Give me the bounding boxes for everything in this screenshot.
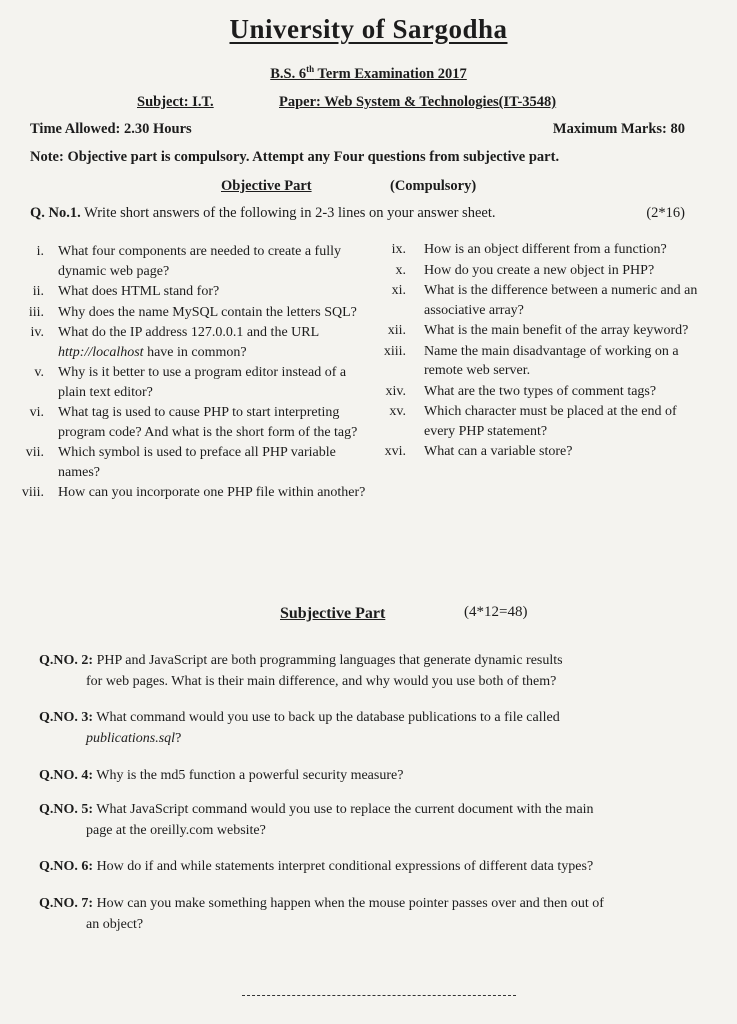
exam-title bbox=[0, 64, 737, 83]
list-item bbox=[372, 261, 702, 281]
item-text: What does HTML stand for? bbox=[58, 284, 220, 299]
objective-compulsory: (Compulsory) bbox=[390, 178, 477, 194]
question-1-label: Q. No.1. bbox=[30, 205, 81, 221]
question-line-1: PHP and JavaScript are both programming languages that generate dynamic results bbox=[93, 653, 563, 668]
question-label: Q.NO. 7: bbox=[39, 896, 94, 911]
objective-left-column bbox=[10, 242, 368, 504]
question-label: Q.NO. 5: bbox=[39, 802, 94, 817]
list-item bbox=[372, 342, 702, 381]
item-number: xi. bbox=[391, 283, 406, 298]
item-number: viii. bbox=[21, 485, 44, 500]
question-6 bbox=[39, 856, 709, 877]
question-line-1: How do if and while statements interpret conditional expressions of different data types? bbox=[93, 859, 594, 874]
university-title: University of Sargodha bbox=[229, 14, 508, 44]
item-text: Why does the name MySQL contain the letters SQL? bbox=[58, 304, 357, 320]
list-item bbox=[372, 321, 702, 341]
list-item bbox=[372, 281, 702, 320]
question-4 bbox=[39, 765, 709, 786]
item-text: What four components are needed to create a fully dynamic web page? bbox=[58, 244, 341, 279]
item-number: i. bbox=[36, 244, 44, 259]
item-number: ix. bbox=[391, 242, 406, 257]
exam-prefix: B.S. 6 bbox=[270, 65, 307, 82]
item-text: What are the two types of comment tags? bbox=[424, 383, 657, 399]
question-3 bbox=[39, 707, 709, 749]
objective-heading: Objective Part bbox=[221, 178, 312, 194]
question-label: Q.NO. 6: bbox=[39, 859, 94, 874]
maximum-marks: Maximum Marks: 80 bbox=[552, 121, 685, 137]
objective-right-column bbox=[372, 240, 702, 463]
item-number: iii. bbox=[28, 304, 44, 320]
time-allowed: Time Allowed: 2.30 Hours bbox=[30, 121, 192, 137]
item-number: xii. bbox=[387, 323, 406, 338]
question-label: Q.NO. 4: bbox=[39, 768, 94, 783]
item-text: What is the main benefit of the array keyword? bbox=[424, 323, 689, 338]
item-number: v. bbox=[34, 365, 44, 380]
item-text: What tag is used to cause PHP to start interpreting program code? And what is the short form of the tag? bbox=[58, 405, 358, 440]
question-line-2: an object? bbox=[86, 917, 144, 932]
item-text: How is an object different from a function? bbox=[424, 242, 667, 257]
item-text: Which character must be placed at the end of every PHP statement? bbox=[424, 404, 677, 439]
item-number: xv. bbox=[389, 404, 406, 419]
list-item bbox=[10, 363, 368, 402]
item-text: Why is it better to use a program editor instead of a plain text editor? bbox=[58, 365, 347, 400]
question-1-text: Write short answers of the following in 2-3 lines on your answer sheet. bbox=[80, 205, 496, 221]
list-item bbox=[372, 240, 702, 260]
list-item bbox=[372, 402, 702, 441]
item-number: iv. bbox=[30, 325, 44, 340]
item-number: xiii. bbox=[383, 343, 406, 359]
question-7 bbox=[39, 893, 709, 935]
question-2 bbox=[39, 650, 709, 692]
item-number: xvi. bbox=[384, 444, 406, 459]
exam-suffix: Term Examination 2017 bbox=[314, 65, 467, 82]
item-text: Which symbol is used to preface all PHP variable names? bbox=[58, 445, 336, 480]
subjective-heading: Subjective Part bbox=[280, 605, 386, 622]
question-5 bbox=[39, 799, 709, 841]
list-item bbox=[10, 323, 368, 362]
item-text-a: What do the IP address 127.0.0.1 and the URL bbox=[58, 325, 319, 340]
item-number: vii. bbox=[25, 445, 44, 460]
item-number: ii. bbox=[32, 284, 44, 299]
item-text-url: http://localhost bbox=[58, 344, 144, 360]
question-1 bbox=[30, 205, 495, 222]
end-divider bbox=[242, 995, 516, 996]
subjective-marks: (4*12=48) bbox=[464, 604, 528, 620]
question-label: Q.NO. 2: bbox=[39, 653, 94, 668]
list-item bbox=[372, 382, 702, 402]
item-text-b: have in common? bbox=[143, 344, 247, 360]
item-number: vi. bbox=[29, 405, 44, 420]
note: Note: Objective part is compulsory. Attempt any Four questions from subjective part. bbox=[30, 149, 560, 165]
item-text: How can you incorporate one PHP file within another? bbox=[58, 485, 366, 500]
question-line-1: How can you make something happen when the mouse pointer passes over and then out of bbox=[93, 896, 604, 911]
question-filename: publications.sql bbox=[86, 731, 176, 746]
item-text: How do you create a new object in PHP? bbox=[424, 262, 655, 278]
question-line-1: What command would you use to back up the database publications to a file called bbox=[93, 710, 560, 725]
list-item bbox=[10, 403, 368, 442]
question-line-2: page at the oreilly.com website? bbox=[86, 823, 266, 838]
question-line-1: Why is the md5 function a powerful security measure? bbox=[93, 768, 404, 783]
item-text: Name the main disadvantage of working on a remote web server. bbox=[424, 343, 679, 378]
item-text: What is the difference between a numeric and an associative array? bbox=[424, 283, 698, 318]
list-item bbox=[372, 442, 702, 462]
question-label: Q.NO. 3: bbox=[39, 710, 94, 725]
list-item bbox=[10, 483, 368, 503]
exam-sup: th bbox=[306, 64, 315, 74]
item-text bbox=[58, 323, 368, 362]
item-text: What can a variable store? bbox=[424, 444, 573, 459]
paper-label: Paper: Web System & Technologies(IT-3548) bbox=[279, 94, 557, 110]
question-line-2: for web pages. What is their main difference, and why would you use both of them? bbox=[86, 674, 557, 689]
question-1-marks: (2*16) bbox=[646, 205, 685, 221]
question-line-2-rest: ? bbox=[175, 731, 182, 746]
list-item bbox=[10, 303, 368, 323]
question-line-2 bbox=[39, 728, 709, 749]
question-line-1: What JavaScript command would you use to replace the current document with the main bbox=[93, 802, 594, 817]
list-item bbox=[10, 443, 368, 482]
item-number: xiv. bbox=[385, 383, 406, 399]
item-number: x. bbox=[395, 262, 406, 278]
list-item bbox=[10, 282, 368, 302]
subject-label: Subject: I.T. bbox=[137, 94, 214, 110]
list-item bbox=[10, 242, 368, 281]
